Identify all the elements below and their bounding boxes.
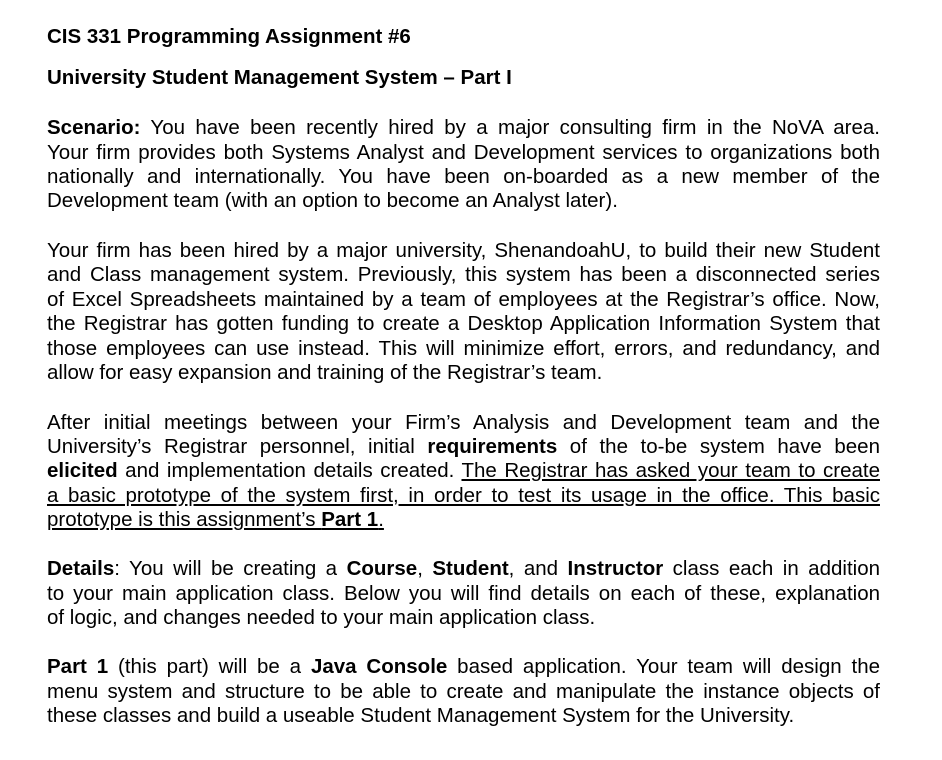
student-term: Student — [432, 557, 509, 580]
part1-label: Part 1 — [47, 655, 109, 678]
part1-term: Part 1 — [321, 508, 379, 531]
para2-line-3: of Excel Spreadsheets maintained by a team of employees at the Registrar’s office. Now, — [47, 288, 880, 311]
elicited-term: elicited — [47, 459, 118, 482]
para2-line-1: Your firm has been hired by a major university, ShenandoahU, to build their new Student — [47, 239, 880, 262]
assignment-subtitle: University Student Management System – Part I — [47, 66, 512, 89]
para3-line-3: elicited and implementation details created. The Registrar has asked your team to create — [47, 459, 880, 482]
java-console-term: Java Console — [310, 655, 448, 678]
course-term: Course — [346, 557, 418, 580]
instructor-term: Instructor — [567, 557, 664, 580]
para2-line-2: and Class management system. Previously, this system has been a disconnected series — [47, 263, 880, 286]
scenario-line-3: nationally and internationally. You have been on-boarded as a new member of the — [47, 165, 880, 188]
details-label: Details — [47, 557, 115, 580]
assignment-title: CIS 331 Programming Assignment #6 — [47, 25, 411, 48]
details-line-2: to your main application class. Below you will find details on each of these, explanation — [47, 582, 880, 605]
part1-line-3: these classes and build a useable Student Management System for the University. — [47, 704, 795, 727]
para3-line-1: After initial meetings between your Firm’s Analysis and Development team and the — [47, 411, 880, 434]
para3-line-5: prototype is this assignment’s Part 1. — [47, 508, 384, 531]
scenario-line-4: Development team (with an option to become an Analyst later). — [47, 189, 618, 212]
scenario-line-1: Scenario: You have been recently hired by a major consulting firm in the NoVA area. — [47, 116, 880, 139]
part1-line-2: menu system and structure to be able to create and manipulate the instance objects of — [47, 680, 880, 703]
para2-line-6: allow for easy expansion and training of the Registrar’s team. — [47, 361, 603, 384]
para2-line-5: those employees can use instead. This will minimize effort, errors, and redundancy, and — [47, 337, 880, 360]
details-line-3: of logic, and changes needed to your main application class. — [47, 606, 596, 629]
details-line-1: Details: You will be creating a Course, Student, and Instructor class each in addition — [47, 557, 880, 580]
para3-line-2: University’s Registrar personnel, initial requirements of the to-be system have been — [47, 435, 880, 458]
para2-line-4: the Registrar has gotten funding to create a Desktop Application Information System that — [47, 312, 880, 335]
scenario-line-2: Your firm provides both Systems Analyst and Development services to organizations both — [47, 141, 880, 164]
requirements-term: requirements — [427, 435, 558, 458]
scenario-label: Scenario: — [47, 116, 141, 139]
para3-line-4: a basic prototype of the system first, in order to test its usage in the office. This basic — [47, 484, 880, 507]
part1-line-1: Part 1 (this part) will be a Java Console based application. Your team will design the — [47, 655, 880, 678]
